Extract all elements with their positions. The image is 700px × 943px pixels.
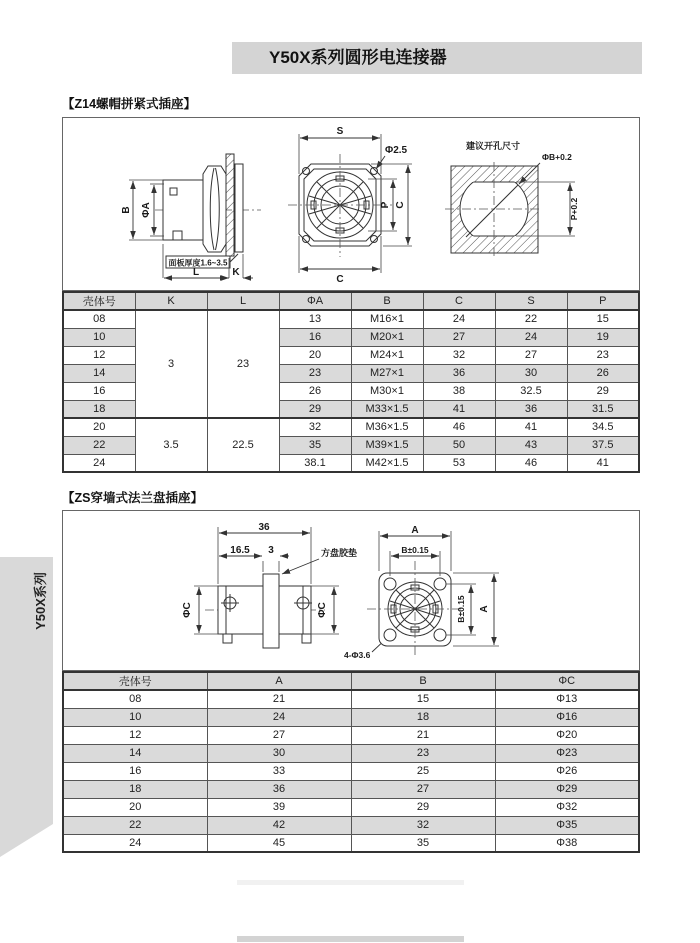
cell-S: 32.5 bbox=[495, 382, 567, 400]
cell-phiA: 26 bbox=[279, 382, 351, 400]
cell-B: M16×1 bbox=[351, 310, 423, 328]
dim-label-S: S bbox=[336, 126, 344, 137]
dim-label-B: B bbox=[121, 206, 132, 214]
cell-shell: 22 bbox=[63, 816, 207, 834]
z14-cutout-view bbox=[445, 140, 579, 257]
cell-phiC: Φ38 bbox=[495, 834, 639, 852]
series-side-tab-label: Y50X系列 bbox=[33, 572, 48, 630]
hole-label-phi2-5: Φ2.5 bbox=[385, 145, 408, 156]
dim-label-phiC-right: ΦC bbox=[317, 602, 328, 618]
cell-shell: 14 bbox=[63, 364, 135, 382]
section2-heading: 【ZS穿墙式法兰盘插座】 bbox=[62, 491, 203, 505]
cell-shell: 10 bbox=[63, 328, 135, 346]
cell-B: M24×1 bbox=[351, 346, 423, 364]
cell-shell: 20 bbox=[63, 798, 207, 816]
cell-S: 36 bbox=[495, 400, 567, 418]
cell-B: M36×1.5 bbox=[351, 418, 423, 436]
dim-label-A-top: A bbox=[411, 525, 419, 536]
cell-phiA: 38.1 bbox=[279, 454, 351, 472]
table-row bbox=[63, 834, 639, 852]
cell-C: 24 bbox=[423, 310, 495, 328]
cell-phiA: 23 bbox=[279, 364, 351, 382]
cell-A: 21 bbox=[207, 690, 351, 708]
cell-K-group2: 3.5 bbox=[135, 418, 207, 472]
cell-C: 36 bbox=[423, 364, 495, 382]
column-header: ΦC bbox=[495, 672, 639, 690]
table-row bbox=[63, 780, 639, 798]
cell-S: 46 bbox=[495, 454, 567, 472]
page-title: Y50X系列圆形电连接器 bbox=[232, 42, 642, 74]
cell-phiC: Φ20 bbox=[495, 726, 639, 744]
cell-B: 18 bbox=[351, 708, 495, 726]
table-row bbox=[63, 762, 639, 780]
cell-A: 33 bbox=[207, 762, 351, 780]
cell-B: M42×1.5 bbox=[351, 454, 423, 472]
zs-drawing bbox=[63, 511, 639, 670]
cell-shell: 14 bbox=[63, 744, 207, 762]
zs-spec-table bbox=[62, 671, 640, 853]
zs-front-view bbox=[367, 525, 499, 658]
cell-P: 26 bbox=[567, 364, 639, 382]
cell-B: 32 bbox=[351, 816, 495, 834]
z14-side-view bbox=[121, 154, 261, 278]
gasket-label: 方盘胶垫 bbox=[321, 548, 358, 558]
section1-heading: 【Z14螺帽拼紧式插座】 bbox=[62, 97, 197, 111]
cell-shell: 20 bbox=[63, 418, 135, 436]
table-row bbox=[63, 798, 639, 816]
cell-C: 27 bbox=[423, 328, 495, 346]
table-row bbox=[63, 744, 639, 762]
cell-A: 24 bbox=[207, 708, 351, 726]
cell-shell: 24 bbox=[63, 454, 135, 472]
cell-phiA: 35 bbox=[279, 436, 351, 454]
cell-C: 53 bbox=[423, 454, 495, 472]
cell-phiA: 29 bbox=[279, 400, 351, 418]
zs-side-view bbox=[182, 522, 387, 660]
cutout-title: 建议开孔尺寸 bbox=[465, 141, 521, 151]
cell-phiC: Φ16 bbox=[495, 708, 639, 726]
column-header: 壳体号 bbox=[63, 292, 135, 310]
zs-drawing-box bbox=[62, 510, 640, 671]
cell-B: 35 bbox=[351, 834, 495, 852]
cell-C: 41 bbox=[423, 400, 495, 418]
cell-A: 42 bbox=[207, 816, 351, 834]
cell-phiA: 13 bbox=[279, 310, 351, 328]
cell-B: M30×1 bbox=[351, 382, 423, 400]
dim-label-3: 3 bbox=[268, 545, 274, 556]
cell-shell: 18 bbox=[63, 780, 207, 798]
cell-shell: 22 bbox=[63, 436, 135, 454]
cell-A: 36 bbox=[207, 780, 351, 798]
table-row bbox=[63, 726, 639, 744]
cell-B: 29 bbox=[351, 798, 495, 816]
cell-K-group1: 3 bbox=[135, 310, 207, 418]
cell-B: M27×1 bbox=[351, 364, 423, 382]
column-header: A bbox=[207, 672, 351, 690]
table-header-row bbox=[63, 672, 639, 690]
table-header-row bbox=[63, 292, 639, 310]
cell-B: 25 bbox=[351, 762, 495, 780]
dim-label-C-right: C bbox=[395, 201, 406, 209]
cutout-label-P: P+0.2 bbox=[569, 197, 579, 221]
cell-B: 15 bbox=[351, 690, 495, 708]
cell-shell: 08 bbox=[63, 310, 135, 328]
cell-C: 38 bbox=[423, 382, 495, 400]
dim-label-P: P bbox=[380, 201, 391, 209]
column-header: L bbox=[207, 292, 279, 310]
cell-A: 30 bbox=[207, 744, 351, 762]
column-header: K bbox=[135, 292, 207, 310]
dim-label-C-bottom: C bbox=[336, 274, 344, 285]
dim-label-phiA: ΦA bbox=[141, 202, 152, 218]
z14-spec-table bbox=[62, 291, 640, 473]
cell-phiC: Φ13 bbox=[495, 690, 639, 708]
footer-bar-dark bbox=[237, 936, 464, 942]
column-header: ΦA bbox=[279, 292, 351, 310]
cell-S: 30 bbox=[495, 364, 567, 382]
cell-phiC: Φ29 bbox=[495, 780, 639, 798]
holes-label: 4-Φ3.6 bbox=[344, 650, 371, 660]
column-header: C bbox=[423, 292, 495, 310]
column-header: P bbox=[567, 292, 639, 310]
cell-S: 41 bbox=[495, 418, 567, 436]
cell-L-group2: 22.5 bbox=[207, 418, 279, 472]
dim-label-A-right: A bbox=[479, 605, 490, 613]
cell-B: M39×1.5 bbox=[351, 436, 423, 454]
cell-phiC: Φ26 bbox=[495, 762, 639, 780]
z14-front-view bbox=[288, 126, 412, 285]
dim-label-16-5: 16.5 bbox=[230, 545, 250, 556]
cell-P: 37.5 bbox=[567, 436, 639, 454]
dim-label-B-right: B±0.15 bbox=[456, 595, 466, 623]
cell-shell: 10 bbox=[63, 708, 207, 726]
column-header: S bbox=[495, 292, 567, 310]
cell-shell: 16 bbox=[63, 762, 207, 780]
cell-shell: 24 bbox=[63, 834, 207, 852]
dim-label-L: L bbox=[192, 267, 200, 278]
cell-P: 15 bbox=[567, 310, 639, 328]
z14-drawing-box bbox=[62, 117, 640, 291]
panel-thickness-note: 面板厚度1.6~3.5 bbox=[168, 258, 228, 268]
cell-A: 45 bbox=[207, 834, 351, 852]
cell-B: 23 bbox=[351, 744, 495, 762]
cell-B: 21 bbox=[351, 726, 495, 744]
column-header: 壳体号 bbox=[63, 672, 207, 690]
cell-shell: 12 bbox=[63, 346, 135, 364]
cell-P: 29 bbox=[567, 382, 639, 400]
dim-label-B-top: B±0.15 bbox=[401, 545, 429, 555]
column-header: B bbox=[351, 672, 495, 690]
cutout-label-phiB: ΦB+0.2 bbox=[542, 152, 572, 162]
table-row bbox=[63, 816, 639, 834]
footer-bar-light bbox=[237, 880, 464, 885]
cell-P: 34.5 bbox=[567, 418, 639, 436]
table-row bbox=[63, 310, 639, 328]
cell-B: M20×1 bbox=[351, 328, 423, 346]
table-row bbox=[63, 690, 639, 708]
table-row bbox=[63, 418, 639, 436]
cell-A: 27 bbox=[207, 726, 351, 744]
cell-shell: 16 bbox=[63, 382, 135, 400]
cell-B: M33×1.5 bbox=[351, 400, 423, 418]
cell-C: 46 bbox=[423, 418, 495, 436]
dim-label-36: 36 bbox=[258, 522, 270, 533]
cell-C: 32 bbox=[423, 346, 495, 364]
cell-L-group1: 23 bbox=[207, 310, 279, 418]
z14-drawing bbox=[63, 118, 639, 290]
cell-B: 27 bbox=[351, 780, 495, 798]
cell-S: 22 bbox=[495, 310, 567, 328]
cell-A: 39 bbox=[207, 798, 351, 816]
cell-C: 50 bbox=[423, 436, 495, 454]
cell-phiC: Φ35 bbox=[495, 816, 639, 834]
cell-phiA: 20 bbox=[279, 346, 351, 364]
cell-P: 19 bbox=[567, 328, 639, 346]
table-row bbox=[63, 708, 639, 726]
cell-shell: 18 bbox=[63, 400, 135, 418]
cell-S: 27 bbox=[495, 346, 567, 364]
cell-S: 43 bbox=[495, 436, 567, 454]
cell-S: 24 bbox=[495, 328, 567, 346]
cell-phiA: 32 bbox=[279, 418, 351, 436]
cell-P: 31.5 bbox=[567, 400, 639, 418]
cell-P: 41 bbox=[567, 454, 639, 472]
cell-phiC: Φ23 bbox=[495, 744, 639, 762]
cell-phiA: 16 bbox=[279, 328, 351, 346]
dim-label-K: K bbox=[232, 267, 240, 278]
cell-P: 23 bbox=[567, 346, 639, 364]
dim-label-phiC-left: ΦC bbox=[182, 602, 193, 618]
cell-shell: 12 bbox=[63, 726, 207, 744]
cell-phiC: Φ32 bbox=[495, 798, 639, 816]
cell-shell: 08 bbox=[63, 690, 207, 708]
column-header: B bbox=[351, 292, 423, 310]
